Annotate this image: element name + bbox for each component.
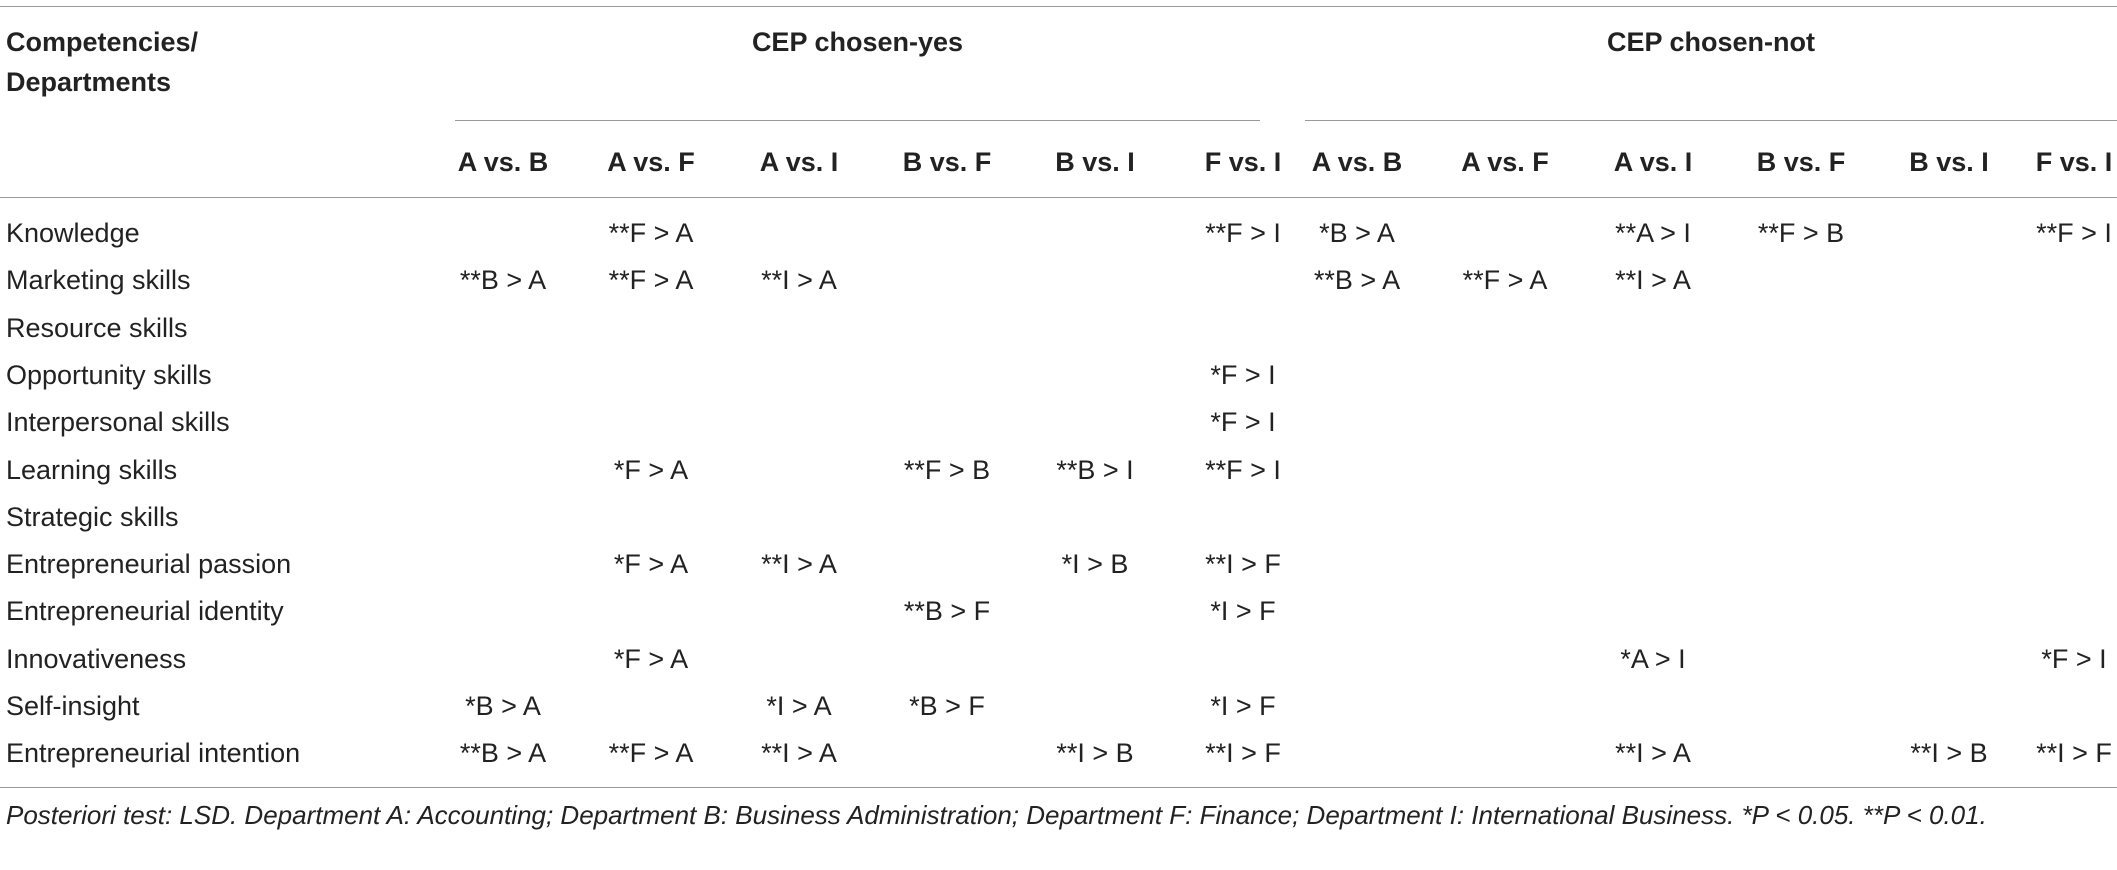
column-header: B vs. F xyxy=(902,147,992,177)
table-cell: **F > B xyxy=(1757,218,1845,248)
table-cell: **I > F xyxy=(1205,549,1281,580)
row-label: Entrepreneurial passion xyxy=(6,549,292,580)
table-footnote: Posteriori test: LSD. Department A: Accounting; Department B: Business Administration; Department F: Finance; Department I: International Business. *P < 0.05. **P < 0.01. xyxy=(6,800,1987,830)
table-cell: **F > A xyxy=(1462,265,1548,296)
table-cell: **A > I xyxy=(1615,218,1691,248)
row-label: Innovativeness xyxy=(6,643,187,674)
table-cell: *F > A xyxy=(613,549,689,580)
table-cell: **B > A xyxy=(459,265,547,296)
table-cell: *F > A xyxy=(613,454,689,485)
table-cell: *F > A xyxy=(613,643,689,674)
table-cell: *I > B xyxy=(1061,549,1129,580)
table-cell: **I > A xyxy=(761,738,837,769)
column-header: A vs. B xyxy=(1311,147,1403,177)
row-label: Knowledge xyxy=(6,218,140,248)
column-header: F vs. I xyxy=(1204,147,1282,177)
group-rule-cep-not xyxy=(1305,120,2117,121)
column-header: A vs. F xyxy=(1461,147,1549,177)
table-cell: *F > I xyxy=(2041,643,2107,674)
corner-header-line1: Competencies/ xyxy=(6,27,199,57)
row-label: Self-insight xyxy=(6,691,140,721)
column-header: A vs. I xyxy=(1613,147,1693,177)
row-label: Resource skills xyxy=(6,312,188,343)
table-cell: *A > I xyxy=(1620,643,1686,674)
row-label: Learning skills xyxy=(6,454,178,485)
table-cell: *B > A xyxy=(1319,218,1395,248)
column-header: A vs. B xyxy=(457,147,549,177)
table-cell: *I > A xyxy=(766,691,832,721)
table-cell: **I > B xyxy=(1910,738,1988,769)
table-top-rule xyxy=(0,6,2117,7)
table-cell: **F > I xyxy=(2036,218,2112,248)
table-cell: **F > A xyxy=(608,738,694,769)
table-cell: *I > F xyxy=(1210,691,1276,721)
table-cell: **F > A xyxy=(608,218,694,248)
row-label: Marketing skills xyxy=(6,265,191,296)
row-label: Strategic skills xyxy=(6,501,179,532)
row-label: Entrepreneurial intention xyxy=(6,738,301,769)
table-cell: **F > I xyxy=(1205,218,1281,248)
column-header: A vs. I xyxy=(759,147,839,177)
table-cell: **B > A xyxy=(459,738,547,769)
table-cell: **I > B xyxy=(1056,738,1134,769)
table-cell: **B > F xyxy=(903,596,991,627)
table-cell: **I > A xyxy=(1615,265,1691,296)
row-label: Entrepreneurial identity xyxy=(6,596,284,627)
column-header: A vs. F xyxy=(607,147,695,177)
table-cell: **I > F xyxy=(2036,738,2112,769)
table-cell: *I > F xyxy=(1210,596,1276,627)
table-cell: *B > A xyxy=(465,691,541,721)
group-header-cep-not: CEP chosen-not xyxy=(1606,27,1816,57)
table-cell: *F > I xyxy=(1210,407,1276,438)
corner-header xyxy=(6,22,198,102)
table-cell: *B > F xyxy=(909,691,985,721)
table-cell: **F > A xyxy=(608,265,694,296)
table-cell: **F > B xyxy=(903,454,991,485)
table-bottom-rule xyxy=(0,787,2117,788)
table-cell: *F > I xyxy=(1210,359,1276,390)
table-cell: **I > A xyxy=(1615,738,1691,769)
table-cell: **I > A xyxy=(761,549,837,580)
row-label: Interpersonal skills xyxy=(6,407,230,438)
column-header: B vs. I xyxy=(1055,147,1135,177)
table-cell: **B > A xyxy=(1313,265,1401,296)
group-header-cep-yes: CEP chosen-yes xyxy=(751,27,964,57)
header-bottom-rule xyxy=(0,197,2117,198)
table-cell: **I > A xyxy=(761,265,837,296)
group-rule-cep-yes xyxy=(455,120,1260,121)
table-cell: **F > I xyxy=(1205,454,1281,485)
corner-header-line2: Departments xyxy=(6,67,172,97)
table-cell: **B > I xyxy=(1056,454,1134,485)
row-label: Opportunity skills xyxy=(6,359,212,390)
column-header: B vs. F xyxy=(1756,147,1846,177)
column-header: B vs. I xyxy=(1909,147,1989,177)
table-cell: **I > F xyxy=(1205,738,1281,769)
column-header: F vs. I xyxy=(2035,147,2113,177)
